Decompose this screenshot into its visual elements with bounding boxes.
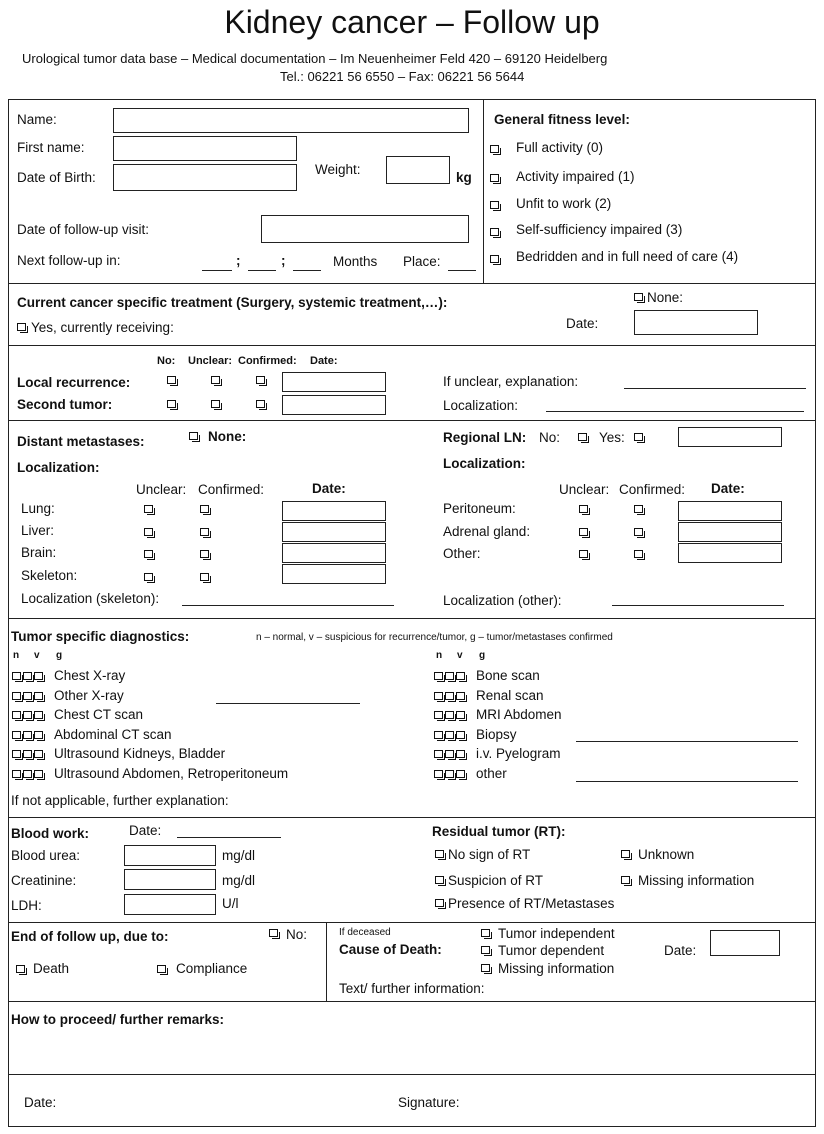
- treatment-date-label: Date:: [566, 316, 599, 331]
- dob-field[interactable]: [113, 164, 297, 191]
- name-field[interactable]: [113, 108, 469, 133]
- months-label: Months: [333, 254, 378, 269]
- col-confirmed: Confirmed:: [238, 355, 297, 367]
- treatment-none-checkbox[interactable]: [634, 293, 643, 301]
- liver-label: Liver:: [21, 523, 55, 538]
- death-date-field[interactable]: [710, 930, 780, 956]
- blood-work-title: Blood work:: [11, 826, 89, 841]
- place-field[interactable]: [448, 270, 476, 271]
- suspicion-checkbox[interactable]: [435, 876, 444, 884]
- unclear-explanation-label: If unclear, explanation:: [443, 374, 579, 389]
- remarks-title: How to proceed/ further remarks:: [11, 1012, 225, 1027]
- separator: ;: [236, 253, 241, 268]
- diag-right-v-checkbox[interactable]: [445, 750, 454, 758]
- end-followup-title: End of follow up, due to:: [11, 929, 169, 944]
- death-missing-checkbox[interactable]: [481, 964, 490, 972]
- fitness-checkbox-0[interactable]: [490, 145, 499, 153]
- divider: [8, 817, 816, 818]
- weight-field[interactable]: [386, 156, 450, 184]
- diag-right-v-checkbox[interactable]: [445, 711, 454, 719]
- name-label: Name:: [17, 112, 57, 127]
- col-date: Date:: [711, 481, 745, 496]
- contact-info: Tel.: 06221 56 6550 – Fax: 06221 56 5644: [280, 69, 525, 84]
- metastases-none-label: None:: [208, 429, 247, 444]
- followup-date-field[interactable]: [261, 215, 469, 243]
- ldh-unit: U/l: [222, 896, 239, 911]
- distant-metastases-label: Distant metastases:: [17, 434, 145, 449]
- diagnostic-item-label: Ultrasound Kidneys, Bladder: [54, 746, 226, 762]
- local-no-checkbox[interactable]: [167, 376, 176, 384]
- col-no: No:: [157, 355, 176, 367]
- skeleton-confirmed-checkbox[interactable]: [200, 573, 209, 581]
- weight-label: Weight:: [315, 162, 361, 177]
- diag-right-n-checkbox[interactable]: [434, 750, 443, 758]
- presence-checkbox[interactable]: [435, 899, 444, 907]
- fitness-title: General fitness level:: [494, 112, 630, 127]
- regional-date-field[interactable]: [678, 427, 782, 447]
- creatinine-unit: mg/dl: [222, 873, 256, 888]
- adrenal-label: Adrenal gland:: [443, 524, 531, 539]
- diag-left-g-checkbox[interactable]: [34, 731, 43, 739]
- diag-left-g-checkbox[interactable]: [34, 692, 43, 700]
- diag-left-v-checkbox[interactable]: [23, 711, 32, 719]
- diag-left-v-checkbox[interactable]: [23, 731, 32, 739]
- regional-ln-label: Regional LN:: [443, 430, 527, 445]
- tumor-independent-checkbox[interactable]: [481, 929, 490, 937]
- local-date-field[interactable]: [282, 372, 386, 392]
- fitness-option: Bedridden and in full need of care (4): [516, 249, 739, 264]
- regional-yes-checkbox[interactable]: [634, 433, 643, 441]
- fitness-checkbox-3[interactable]: [490, 228, 499, 236]
- other-xray-field[interactable]: [216, 703, 360, 704]
- diag-left-g-checkbox[interactable]: [34, 672, 43, 680]
- peritoneum-confirmed-checkbox[interactable]: [634, 505, 643, 513]
- ldh-label: LDH:: [11, 898, 42, 913]
- local-confirmed-checkbox[interactable]: [256, 376, 265, 384]
- diag-right-g-checkbox[interactable]: [456, 711, 465, 719]
- brain-confirmed-checkbox[interactable]: [200, 550, 209, 558]
- unknown-label: Unknown: [638, 847, 695, 862]
- missing-info-label: Missing information: [638, 873, 755, 888]
- metastases-localization-label: Localization:: [17, 460, 100, 475]
- recurrence-localization-label: Localization:: [443, 398, 519, 413]
- diag-left-n-checkbox[interactable]: [12, 770, 21, 778]
- compliance-checkbox[interactable]: [157, 965, 166, 973]
- diag-right-v-checkbox[interactable]: [445, 672, 454, 680]
- diagnostic-item-label: Bone scan: [476, 668, 540, 683]
- not-applicable-label: If not applicable, further explanation:: [11, 793, 229, 808]
- creatinine-field[interactable]: [124, 869, 216, 890]
- diag-left-n-checkbox[interactable]: [12, 711, 21, 719]
- tumor-dependent-label: Tumor dependent: [498, 943, 605, 958]
- other-unclear-checkbox[interactable]: [579, 550, 588, 558]
- diag-right-n-checkbox[interactable]: [434, 672, 443, 680]
- skeleton-localization-field[interactable]: [182, 605, 394, 606]
- peritoneum-unclear-checkbox[interactable]: [579, 505, 588, 513]
- second-no-checkbox[interactable]: [167, 400, 176, 408]
- lung-unclear-checkbox[interactable]: [144, 505, 153, 513]
- presence-label: Presence of RT/Metastases: [448, 896, 615, 911]
- treatment-date-field[interactable]: [634, 310, 758, 335]
- other-confirmed-checkbox[interactable]: [634, 550, 643, 558]
- tumor-independent-label: Tumor independent: [498, 926, 615, 941]
- no-sign-label: No sign of RT: [448, 847, 531, 862]
- diag-left-v-checkbox[interactable]: [23, 750, 32, 758]
- col-n: n: [13, 650, 20, 661]
- kg-unit: kg: [456, 170, 472, 185]
- treatment-none-label: None:: [647, 290, 684, 305]
- treatment-title: Current cancer specific treatment (Surgery, systemic treatment,…):: [17, 295, 448, 310]
- second-tumor-label: Second tumor:: [17, 397, 113, 412]
- col-unclear: Unclear:: [188, 355, 233, 367]
- diagnostic-item-label: MRI Abdomen: [476, 707, 562, 723]
- col-unclear: Unclear:: [136, 482, 187, 497]
- biopsy-field[interactable]: [576, 741, 798, 742]
- adrenal-unclear-checkbox[interactable]: [579, 528, 588, 536]
- diag-right-v-checkbox[interactable]: [445, 731, 454, 739]
- compliance-label: Compliance: [176, 961, 248, 976]
- diagnostics-legend: n – normal, v – suspicious for recurrence/tumor, g – tumor/metastases confirmed: [256, 632, 613, 643]
- death-label: Death: [33, 961, 70, 976]
- diag-left-g-checkbox[interactable]: [34, 750, 43, 758]
- diag-left-v-checkbox[interactable]: [23, 770, 32, 778]
- diag-left-g-checkbox[interactable]: [34, 711, 43, 719]
- fitness-option: Unfit to work (2): [516, 196, 612, 211]
- other-diagnostic-field[interactable]: [576, 781, 798, 782]
- diag-left-n-checkbox[interactable]: [12, 692, 21, 700]
- next-followup-weeks-field[interactable]: [248, 270, 276, 271]
- separator: ;: [281, 253, 286, 268]
- brain-label: Brain:: [21, 545, 57, 560]
- blood-date-label: Date:: [129, 823, 162, 838]
- col-date: Date:: [312, 481, 346, 496]
- treatment-yes-checkbox[interactable]: [17, 323, 26, 331]
- first-name-label: First name:: [17, 140, 85, 155]
- diag-right-n-checkbox[interactable]: [434, 692, 443, 700]
- recurrence-localization-field[interactable]: [546, 411, 804, 412]
- death-date-label: Date:: [664, 943, 697, 958]
- col-v: v: [34, 650, 40, 661]
- dob-label: Date of Birth:: [17, 170, 96, 185]
- missing-info-checkbox[interactable]: [621, 876, 630, 884]
- footer-date-label: Date:: [24, 1095, 57, 1110]
- lung-confirmed-checkbox[interactable]: [200, 505, 209, 513]
- diag-left-n-checkbox[interactable]: [12, 750, 21, 758]
- fitness-option: Activity impaired (1): [516, 169, 635, 184]
- adrenal-confirmed-checkbox[interactable]: [634, 528, 643, 536]
- page-title: Kidney cancer – Follow up: [224, 4, 600, 40]
- urea-unit: mg/dl: [222, 848, 256, 863]
- place-label: Place:: [403, 254, 441, 269]
- col-n: n: [436, 650, 443, 661]
- no-sign-checkbox[interactable]: [435, 850, 444, 858]
- metastases-none-checkbox[interactable]: [189, 432, 198, 440]
- diag-right-g-checkbox[interactable]: [456, 672, 465, 680]
- residual-title: Residual tumor (RT):: [432, 824, 566, 839]
- fitness-checkbox-4[interactable]: [490, 255, 499, 263]
- institution-address: Urological tumor data base – Medical documentation – Im Neuenheimer Feld 420 – 69120 Heidelberg: [22, 51, 608, 66]
- lung-label: Lung:: [21, 501, 55, 516]
- fitness-option: Self-sufficiency impaired (3): [516, 222, 683, 237]
- divider: [483, 99, 484, 283]
- regional-localization-label: Localization:: [443, 456, 526, 471]
- skeleton-unclear-checkbox[interactable]: [144, 573, 153, 581]
- brain-date-field[interactable]: [282, 543, 386, 563]
- second-confirmed-checkbox[interactable]: [256, 400, 265, 408]
- signature-label: Signature:: [398, 1095, 460, 1110]
- diag-right-g-checkbox[interactable]: [456, 731, 465, 739]
- diag-right-g-checkbox[interactable]: [456, 692, 465, 700]
- col-g: g: [56, 650, 63, 661]
- diag-left-n-checkbox[interactable]: [12, 672, 21, 680]
- further-info-label: Text/ further information:: [339, 981, 485, 996]
- liver-date-field[interactable]: [282, 522, 386, 542]
- local-unclear-checkbox[interactable]: [211, 376, 220, 384]
- diag-right-n-checkbox[interactable]: [434, 770, 443, 778]
- death-checkbox[interactable]: [16, 965, 25, 973]
- diag-left-v-checkbox[interactable]: [23, 672, 32, 680]
- death-missing-label: Missing information: [498, 961, 615, 976]
- unclear-explanation-field[interactable]: [624, 388, 806, 389]
- divider: [8, 283, 816, 284]
- fitness-checkbox-2[interactable]: [490, 201, 499, 209]
- diagnostic-item-label: Other X-ray: [54, 687, 124, 703]
- other-localization-field[interactable]: [612, 605, 784, 606]
- treatment-yes-label: Yes, currently receiving:: [31, 320, 174, 335]
- liver-confirmed-checkbox[interactable]: [200, 528, 209, 536]
- col-confirmed: Confirmed:: [198, 482, 265, 497]
- suspicion-label: Suspicion of RT: [448, 873, 544, 888]
- creatinine-label: Creatinine:: [11, 873, 77, 888]
- col-v: v: [457, 650, 463, 661]
- second-date-field[interactable]: [282, 395, 386, 415]
- divider: [8, 1074, 816, 1075]
- if-deceased-label: If deceased: [339, 927, 391, 938]
- end-no-checkbox[interactable]: [269, 929, 278, 937]
- diag-left-n-checkbox[interactable]: [12, 731, 21, 739]
- next-followup-label: Next follow-up in:: [17, 253, 121, 268]
- diagnostic-item-label: Biopsy: [476, 726, 517, 742]
- other-localization-label: Localization (other):: [443, 593, 562, 608]
- diag-left-v-checkbox[interactable]: [23, 692, 32, 700]
- diagnostic-item-label: Chest X-ray: [54, 668, 126, 683]
- tumor-dependent-checkbox[interactable]: [481, 946, 490, 954]
- first-name-field[interactable]: [113, 136, 297, 161]
- diag-right-v-checkbox[interactable]: [445, 770, 454, 778]
- ldh-field[interactable]: [124, 894, 216, 915]
- other-label: Other:: [443, 546, 481, 561]
- col-date: Date:: [310, 355, 338, 367]
- divider: [8, 345, 816, 346]
- diagnostic-item-label: Chest CT scan: [54, 707, 144, 723]
- diagnostics-title: Tumor specific diagnostics:: [11, 629, 190, 644]
- diagnostic-item-label: Abdominal CT scan: [54, 726, 172, 742]
- cause-of-death-label: Cause of Death:: [339, 942, 442, 957]
- blood-urea-field[interactable]: [124, 845, 216, 866]
- end-no-label: No:: [286, 927, 308, 942]
- diag-right-n-checkbox[interactable]: [434, 711, 443, 719]
- diag-right-v-checkbox[interactable]: [445, 692, 454, 700]
- divider: [8, 1001, 816, 1002]
- next-followup-years-field[interactable]: [202, 270, 232, 271]
- skeleton-localization-label: Localization (skeleton):: [21, 591, 160, 606]
- divider: [8, 618, 816, 619]
- diagnostic-item-label: Renal scan: [476, 687, 544, 703]
- blood-urea-label: Blood urea:: [11, 848, 81, 863]
- skeleton-date-field[interactable]: [282, 564, 386, 584]
- local-recurrence-label: Local recurrence:: [17, 375, 131, 390]
- next-followup-months-field[interactable]: [293, 270, 321, 271]
- adrenal-date-field[interactable]: [678, 522, 782, 542]
- fitness-option: Full activity (0): [516, 140, 604, 155]
- divider: [8, 420, 816, 421]
- followup-date-label: Date of follow-up visit:: [17, 222, 150, 237]
- diag-right-g-checkbox[interactable]: [456, 770, 465, 778]
- blood-date-field[interactable]: [177, 837, 281, 838]
- fitness-checkbox-1[interactable]: [490, 174, 499, 182]
- col-g: g: [479, 650, 486, 661]
- divider: [8, 922, 816, 923]
- peritoneum-date-field[interactable]: [678, 501, 782, 521]
- brain-unclear-checkbox[interactable]: [144, 550, 153, 558]
- col-unclear: Unclear:: [559, 482, 610, 497]
- col-confirmed: Confirmed:: [619, 482, 686, 497]
- regional-no-label: No:: [539, 430, 561, 445]
- unknown-checkbox[interactable]: [621, 850, 630, 858]
- peritoneum-label: Peritoneum:: [443, 501, 516, 516]
- liver-unclear-checkbox[interactable]: [144, 528, 153, 536]
- diag-right-n-checkbox[interactable]: [434, 731, 443, 739]
- regional-no-checkbox[interactable]: [578, 433, 587, 441]
- diagnostic-item-label: other: [476, 766, 507, 781]
- divider: [326, 922, 327, 1001]
- skeleton-label: Skeleton:: [21, 568, 78, 583]
- diagnostic-item-label: i.v. Pyelogram: [476, 746, 561, 762]
- lung-date-field[interactable]: [282, 501, 386, 521]
- other-date-field[interactable]: [678, 543, 782, 563]
- diag-right-g-checkbox[interactable]: [456, 750, 465, 758]
- diagnostic-item-label: Ultrasound Abdomen, Retroperitoneum: [54, 766, 289, 781]
- regional-yes-label: Yes:: [599, 430, 625, 445]
- second-unclear-checkbox[interactable]: [211, 400, 220, 408]
- diag-left-g-checkbox[interactable]: [34, 770, 43, 778]
